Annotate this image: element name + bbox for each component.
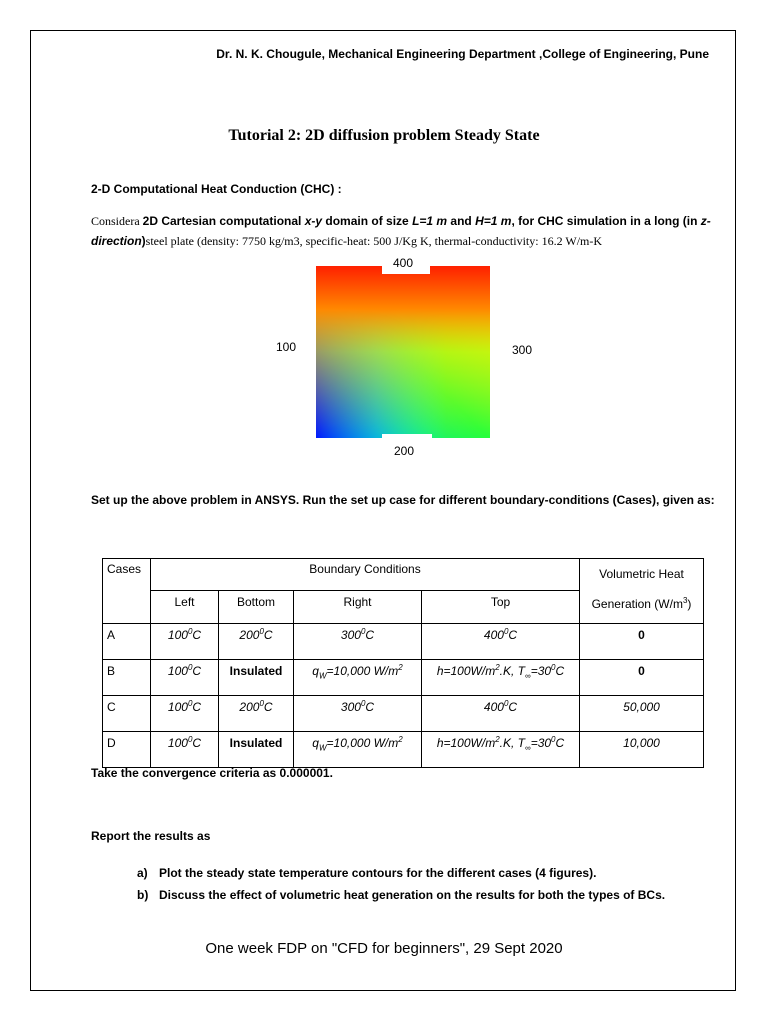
cell-generation: 0 bbox=[580, 660, 704, 696]
boundary-conditions-header: Boundary Conditions bbox=[151, 559, 580, 591]
intro-paragraph bbox=[91, 211, 711, 251]
table-row bbox=[103, 732, 704, 768]
cell-top: $400^0C$ bbox=[422, 696, 580, 732]
cell-top: $400^0C$ bbox=[422, 624, 580, 660]
bottom-notch bbox=[382, 434, 432, 442]
cell-generation: 50,000 bbox=[580, 696, 704, 732]
cell-top: $h=100W/m^2.K$, $T_\infty=30^0C$ bbox=[422, 732, 580, 768]
case-id: D bbox=[103, 732, 151, 768]
intro-text: x-y bbox=[304, 214, 323, 228]
item-text: Plot the steady state temperature contours for the different cases (4 figures). bbox=[159, 866, 597, 880]
intro-text: 2D Cartesian computational bbox=[142, 214, 305, 228]
page-border bbox=[30, 30, 736, 991]
table-row bbox=[103, 624, 704, 660]
col-right: Right bbox=[294, 591, 422, 624]
case-id: A bbox=[103, 624, 151, 660]
cell-generation: 10,000 bbox=[580, 732, 704, 768]
cell-bottom: $200^0C$ bbox=[219, 624, 294, 660]
plate-top-shade bbox=[316, 266, 490, 438]
label-left-temp: 100 bbox=[276, 340, 297, 354]
volumetric-heat-header bbox=[580, 559, 704, 624]
label-top-temp: 400 bbox=[393, 256, 414, 270]
item-marker: a) bbox=[137, 866, 148, 880]
case-id: B bbox=[103, 660, 151, 696]
unit-end: ) bbox=[687, 597, 692, 611]
intro-text: L=1 m bbox=[412, 214, 448, 228]
report-items bbox=[137, 862, 665, 906]
intro-text: Considera bbox=[91, 214, 143, 228]
label-bottom-temp: 200 bbox=[394, 444, 415, 458]
cell-bottom: Insulated bbox=[219, 660, 294, 696]
intro-text: , for CHC simulation in a long (in bbox=[511, 214, 701, 228]
convergence-text: Take the convergence criteria as 0.000001. bbox=[91, 766, 333, 780]
table-header-row bbox=[103, 559, 704, 591]
cell-right: $q_W=10,000$ $W/m^2$ bbox=[294, 732, 422, 768]
col-bottom: Bottom bbox=[219, 591, 294, 624]
setup-instruction: Set up the above problem in ANSYS. Run the set up case for different boundary-conditions (Cases), given as: bbox=[91, 493, 715, 507]
list-item bbox=[137, 884, 665, 906]
list-item bbox=[137, 862, 665, 884]
page-title: Tutorial 2: 2D diffusion problem Steady State bbox=[228, 127, 540, 144]
intro-text: ) bbox=[141, 234, 146, 248]
vhg-line-2: Generation (W/m bbox=[591, 597, 683, 611]
report-heading: Report the results as bbox=[91, 829, 211, 843]
col-left: Left bbox=[151, 591, 219, 624]
temperature-contour-figure bbox=[316, 262, 490, 442]
unit-sup: 3 bbox=[682, 596, 688, 605]
boundary-conditions-table bbox=[102, 558, 704, 768]
cell-generation: 0 bbox=[580, 624, 704, 660]
cell-left: $100^0C$ bbox=[151, 696, 219, 732]
cell-bottom: Insulated bbox=[219, 732, 294, 768]
cell-left: $100^0C$ bbox=[151, 624, 219, 660]
cell-right: $300^0C$ bbox=[294, 696, 422, 732]
item-marker: b) bbox=[137, 888, 149, 902]
intro-text: domain of size bbox=[322, 214, 413, 228]
cell-right: $300^0C$ bbox=[294, 624, 422, 660]
cell-bottom: $200^0C$ bbox=[219, 696, 294, 732]
section-heading: 2-D Computational Heat Conduction (CHC) : bbox=[91, 182, 342, 196]
col-top: Top bbox=[422, 591, 580, 624]
label-right-temp: 300 bbox=[512, 343, 533, 357]
intro-text: steel plate (density: 7750 kg/m3, specific-heat: 500 J/Kg K, thermal-conductivity: 16.2 W/m-K bbox=[145, 234, 603, 248]
cell-top: $h=100W/m^2.K$, $T_\infty=30^0C$ bbox=[422, 660, 580, 696]
footer-text: One week FDP on "CFD for beginners", 29 Sept 2020 bbox=[205, 940, 563, 957]
table-row bbox=[103, 696, 704, 732]
intro-text: and bbox=[447, 214, 476, 228]
table-row bbox=[103, 660, 704, 696]
intro-text: z-direction bbox=[91, 214, 711, 248]
cases-header: Cases bbox=[103, 559, 151, 624]
cell-right: $q_W=10,000$ $W/m^2$ bbox=[294, 660, 422, 696]
case-id: C bbox=[103, 696, 151, 732]
cell-left: $100^0C$ bbox=[151, 660, 219, 696]
header-author: Dr. N. K. Chougule, Mechanical Engineering Department ,College of Engineering, Pune bbox=[216, 47, 709, 61]
vhg-line-1: Volumetric Heat bbox=[599, 567, 684, 581]
cell-left: $100^0C$ bbox=[151, 732, 219, 768]
item-text: Discuss the effect of volumetric heat generation on the results for both the types of BCs. bbox=[159, 888, 666, 902]
intro-text: H=1 m bbox=[475, 214, 512, 228]
